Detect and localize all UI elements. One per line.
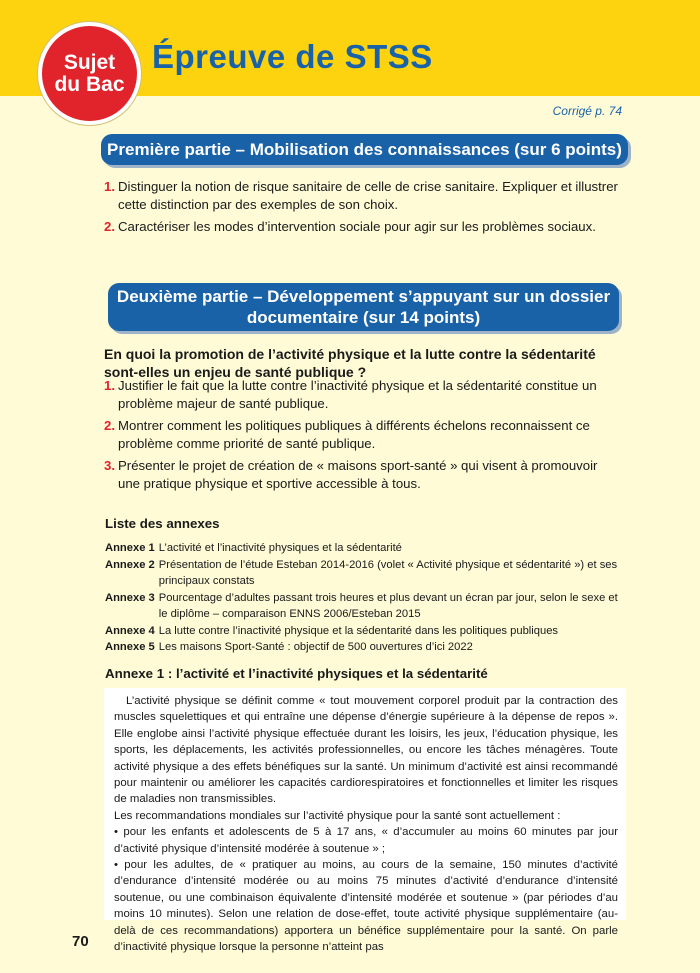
page-title: Épreuve de STSS (152, 38, 433, 75)
list-item (105, 623, 625, 640)
annex-label: Annexe 1 (105, 542, 155, 554)
annex1-paragraph: • pour les adultes, de « pratiquer au moins, au cours de la semaine, 150 minutes d’activité d’endurance d’intensité modérée ou au moins 75 minutes d’activité d’endurance d’intensité soutenue, ou une combinaison équivalente d’intensité modérée et soutenue » (par périodes d’au moins 10 minutes). Selon une relation de dose-effet, toute activité physique supplémentaire (au-delà de ces recommandations) apportera un bénéfice supplémentaire pour la santé. On parle d’inactivité physique lorsque la personne n’atteint pas (114, 859, 618, 954)
annex-label: Annexe 4 (105, 624, 155, 637)
annex-text: Présentation de l’étude Esteban 2014-2016 (volet « Activité physique et sédentarité ») et ses principaux constats (158, 558, 618, 587)
annex-label: Annexe 2 (105, 558, 155, 571)
list-item (104, 218, 623, 236)
page-number: 70 (72, 933, 89, 950)
list-item (104, 178, 623, 214)
annex-label: Annexe 3 (105, 591, 155, 604)
question-text: Caractériser les modes d’intervention sociale pour agir sur les problèmes sociaux. (118, 219, 596, 234)
annex-text: Les maisons Sport-Santé : objectif de 500 ouvertures d’ici 2022 (158, 641, 473, 653)
annex-text: La lutte contre l’inactivité physique et la sédentarité dans les politiques publiques (158, 624, 559, 637)
annex1-paragraph: • pour les enfants et adolescents de 5 à 17 ans, « d’accumuler au moins 60 minutes par jour d’activité physique d’intensité modérée à soutenue » ; (114, 826, 618, 855)
list-item (105, 540, 625, 557)
annex-text: L’activité et l’inactivité physiques et la sédentarité (158, 542, 402, 554)
main-question: En quoi la promotion de l’activité physique et la lutte contre la sédentarité sont-elles un enjeu de santé publique ? (104, 346, 596, 380)
question-number: 3. (104, 458, 115, 473)
annex-label: Annexe 5 (105, 641, 155, 653)
part1-header: Première partie – Mobilisation des connaissances (sur 6 points) (101, 134, 628, 165)
list-item (104, 417, 623, 453)
badge-line-2: du Bac (54, 72, 125, 96)
annex-list (105, 540, 625, 656)
annex1-paragraph: L’activité physique se définit comme « tout mouvement corporel produit par la contraction des muscles squelettiques et qui entraîne une dépense d’énergie supérieure à la dépense de repos ». Elle englobe ainsi l’activité physique effectuée durant les loisirs, les jeux, l’éducation physique, les sports, les déplacements, les activités professionnelles, ou encore les tâches ménagères. Toute activité physique a des effets bénéfiques sur la santé. Un minimum d’activité est ainsi recommandé pour maintenir ou améliorer les capacités cardiorespiratoires et fonctionnelles et limiter les risques de maladies non transmissibles. (114, 695, 618, 806)
part2-header: Deuxième partie – Développement s’appuyant sur un dossier documentaire (sur 14 points) (108, 283, 619, 331)
question-number: 2. (104, 418, 115, 433)
question-number: 1. (104, 378, 115, 393)
list-item (105, 639, 625, 656)
question-number: 2. (104, 219, 115, 234)
question-text: Justifier le fait que la lutte contre l’inactivité physique et la sédentarité constitue un problème majeur de santé publique. (118, 378, 597, 411)
question-text: Distinguer la notion de risque sanitaire de celle de crise sanitaire. Expliquer et illustrer cette distinction par des exemples de son choix. (118, 179, 618, 212)
corrige-reference: Corrigé p. 74 (552, 104, 622, 118)
badge-line-1: Sujet (63, 50, 116, 74)
part2-question-list (104, 377, 623, 497)
annex-list-heading: Liste des annexes (105, 516, 220, 531)
list-item (104, 457, 623, 493)
question-number: 1. (104, 179, 115, 194)
sujet-du-bac-badge (38, 22, 141, 125)
annex-text: Pourcentage d’adultes passant trois heures et plus devant un écran par jour, selon le sexe et le diplôme – comparaison ENNS 2006/Esteban 2015 (158, 591, 618, 620)
annex1-title: Annexe 1 : l’activité et l’inactivité physiques et la sédentarité (105, 666, 488, 681)
part1-question-list (104, 178, 623, 240)
list-item (105, 590, 625, 623)
annex1-paragraph: Les recommandations mondiales sur l’activité physique pour la santé sont actuellement : (114, 809, 561, 822)
list-item (104, 377, 623, 413)
list-item (105, 557, 625, 590)
question-text: Montrer comment les politiques publiques à différents échelons reconnaissent ce problème comme priorité de santé publique. (118, 418, 590, 451)
annex1-text-box (104, 688, 626, 954)
question-text: Présenter le projet de création de « maisons sport-santé » qui visent à promouvoir une pratique physique et sportive accessible à tous. (118, 458, 598, 491)
